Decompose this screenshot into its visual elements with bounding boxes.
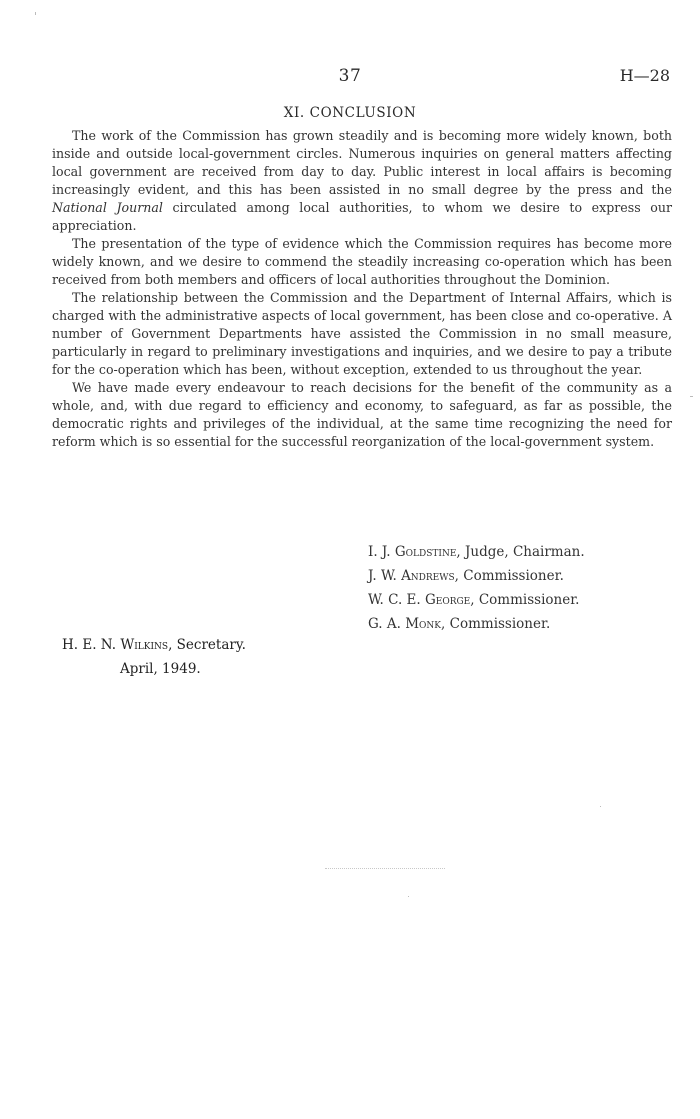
- signature-block: [368, 540, 585, 636]
- scan-speck: [35, 12, 36, 15]
- secretary-signature: H. E. N. Wilkins, Secretary.: [62, 637, 246, 653]
- signatory-commissioner-3: G. A. Monk, Commissioner.: [368, 616, 551, 632]
- paragraph-2: The presentation of the type of evidence which the Commission requires has become more widely known, and we desire to commend the steadily increasing co-operation which has been received from both members and officers of local authorities throughout the Dominion.: [52, 236, 672, 287]
- secretary-surname: Wilkins: [120, 637, 169, 653]
- scan-speck: [600, 806, 601, 807]
- page-number: 37: [338, 66, 362, 86]
- paragraph-4: We have made every endeavour to reach decisions for the benefit of the community as a whole, and, with due regard to efficiency and economy, to safeguard, as far as possible, the democratic rights and privileges of the individual, at the same time recognizing the need for reform which is so essential for the successful reorganization of the local-government system.: [52, 380, 672, 449]
- paragraph-3: The relationship between the Commission and the Department of Internal Affairs, which is charged with the administrative aspects of local government, has been close and co-operative. A number of Government Departments have assisted the Commission in no small measure, particularly in regard to preliminary investigations and inquiries, and we desire to pay a tribute for the co-operation which has been, without exception, extended to us throughout the year.: [52, 290, 672, 377]
- paragraph-1: [52, 127, 672, 235]
- secretary-block: [62, 633, 246, 681]
- paragraph-1-text-b: circulated among local authorities, to whom we desire to express our appreciation.: [52, 200, 672, 233]
- scan-speck: [408, 896, 409, 897]
- signatory-surname: Monk: [405, 616, 442, 632]
- signatory-chairman: I. J. Goldstine, Judge, Chairman.: [368, 544, 585, 560]
- signatory-commissioner-1: J. W. Andrews, Commissioner.: [368, 568, 564, 584]
- paragraph-1-text-a: The work of the Commission has grown steadily and is becoming more widely known, both inside and outside local-government circles. Numerous inquiries on general matters affecting local government are received from day to day. Public interest in local affairs is becoming increasingly evident, and this has been assisted in no small degree by the press and the: [52, 128, 672, 197]
- signatory-surname: George: [424, 592, 471, 608]
- signatory-commissioner-2: W. C. E. George, Commissioner.: [368, 592, 580, 608]
- conclusion-body: [52, 127, 672, 451]
- journal-title: National Journal: [52, 200, 163, 215]
- document-date: April, 1949.: [120, 661, 201, 677]
- document-reference: H—28: [619, 66, 670, 85]
- signatory-surname: Andrews: [401, 568, 455, 584]
- signatory-surname: Goldstine: [394, 544, 457, 560]
- section-title: XI. CONCLUSION: [283, 105, 417, 121]
- faint-rule: [325, 868, 445, 869]
- scan-speck: [690, 396, 693, 397]
